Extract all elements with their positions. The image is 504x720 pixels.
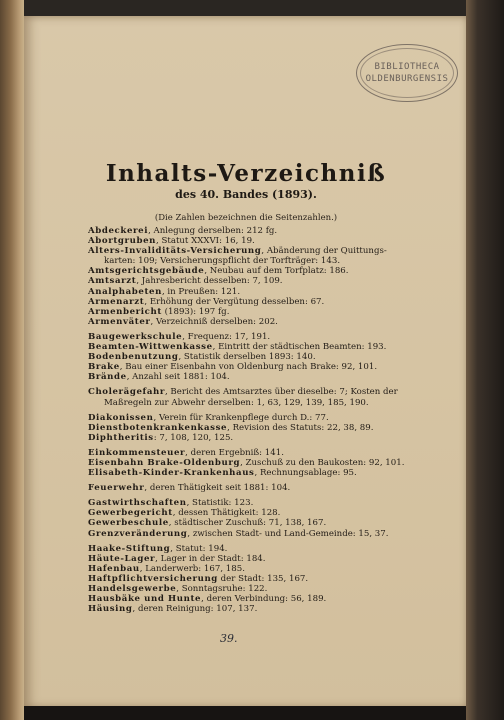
entry-text: , Zuschuß zu den Baukosten: 92, 101.	[240, 457, 405, 468]
index-entry	[88, 518, 448, 528]
index-entry	[88, 317, 448, 327]
index-entry	[88, 297, 448, 307]
entry-keyword: Feuerwehr	[88, 483, 145, 494]
index-entry	[88, 307, 448, 317]
page-bottom-edge	[24, 706, 468, 720]
index-entry	[88, 276, 448, 286]
library-stamp	[356, 44, 458, 102]
index-entry	[88, 433, 448, 443]
entry-keyword: Abdeckerei	[88, 226, 149, 236]
index-entry	[88, 352, 448, 362]
entry-keyword: Elisabeth-Kinder-Krankenhaus	[88, 468, 255, 479]
entry-text: , städtischer Zuschuß: 71, 138, 167.	[168, 518, 327, 529]
entry-keyword: Eisenbahn Brake-Oldenburg	[88, 457, 241, 468]
entry-keyword: Hausbäke und Hunte	[88, 594, 202, 605]
entry-text: , Statistik: 123.	[186, 498, 254, 509]
index-entry	[88, 236, 448, 246]
entry-keyword: Armenbericht	[88, 306, 162, 317]
entry-text: , deren Verbindung: 56, 189.	[201, 594, 327, 605]
entry-text: , deren Thätigkeit seit 1881: 104.	[144, 483, 291, 494]
entry-keyword: Gastwirthschaften	[88, 498, 187, 509]
entry-text: , Statut XXXVI: 16, 19.	[156, 236, 255, 247]
index-entry	[88, 468, 448, 478]
index-entry	[88, 574, 448, 584]
entry-keyword: Einkommensteuer	[88, 447, 186, 458]
page-subtitle: des 40. Bandes (1893).	[175, 188, 317, 201]
entry-text: (1893): 197 fg.	[161, 306, 230, 317]
index-entry	[88, 544, 448, 554]
entry-keyword: Gewerbeschule	[88, 518, 169, 529]
entry-keyword: Häusing	[88, 604, 133, 615]
entry-text: , Sonntagsruhe: 122.	[176, 584, 268, 594]
index-entry	[88, 498, 448, 508]
entry-keyword: Gewerbegericht	[88, 508, 173, 519]
entry-text: , dessen Thätigkeit: 128.	[172, 508, 281, 519]
entry-keyword: Abortgruben	[88, 236, 157, 247]
entry-keyword: Hafenbau	[88, 563, 140, 574]
entry-text: karten: 109; Versicherungspflicht der Torfträger: 143.	[104, 256, 341, 267]
entry-text: , Verzeichniß derselben: 202.	[150, 316, 278, 327]
index-entry	[88, 266, 448, 276]
entry-text: , Statistik derselben 1893: 140.	[178, 352, 316, 363]
book-binding-right	[466, 0, 504, 720]
entry-text: , Verein für Krankenpflege durch D.: 77.	[153, 412, 329, 423]
index-entry	[88, 554, 448, 564]
index-entry	[88, 423, 448, 433]
index-entry	[88, 246, 448, 256]
handwritten-page-number: 39.	[220, 632, 238, 645]
entry-text: , Lager in der Stadt: 184.	[155, 553, 266, 564]
page-numbers-note: (Die Zahlen bezeichnen die Seitenzahlen.)	[154, 213, 338, 223]
index-entry	[88, 342, 448, 352]
book-binding-left	[0, 0, 24, 720]
entry-text: , Statut: 194.	[170, 543, 228, 554]
entry-text: : 7, 108, 120, 125.	[153, 432, 234, 443]
entry-keyword: Grenzveränderung	[88, 528, 188, 539]
entry-text: , Neubau auf dem Torfplatz: 186.	[204, 266, 349, 277]
entry-text: der Stadt: 135, 167.	[217, 573, 309, 584]
entry-keyword: Diakonissen	[88, 412, 154, 423]
index-entry	[88, 604, 448, 614]
entry-keyword: Handelsgewerbe	[88, 584, 177, 594]
index-entry	[88, 508, 448, 518]
entry-text: , Landerwerb: 167, 185.	[139, 563, 245, 574]
entry-keyword: Brake	[88, 362, 120, 373]
entry-text: , in Preußen: 121.	[161, 286, 241, 297]
entry-text: , Frequenz: 17, 191.	[182, 331, 271, 342]
entry-text: , Eintritt der städtischen Beamten: 193.	[212, 342, 387, 353]
entry-keyword: Baugewerkschule	[88, 331, 183, 342]
index-entry	[88, 332, 448, 342]
entry-keyword: Amtsarzt	[88, 276, 137, 287]
index-entry	[88, 584, 448, 594]
index-entry	[88, 398, 448, 408]
entry-text: , Erhöhung der Vergütung desselben: 67.	[144, 296, 325, 307]
entry-text: , deren Reinigung: 107, 137.	[132, 604, 258, 615]
index-entry	[88, 448, 448, 458]
index-entry	[88, 362, 448, 372]
entry-text: , zwischen Stadt- und Land-Gemeinde: 15, 37.	[187, 528, 389, 539]
stamp-line-2: OLDENBURGENSIS	[365, 74, 449, 84]
entry-text: , Bericht des Amtsarztes über dieselbe: 7; Kosten der	[164, 387, 398, 398]
entry-text: , Revision des Statuts: 22, 38, 89.	[227, 422, 374, 433]
index-entry	[88, 594, 448, 604]
entry-keyword: Cholerägefahr	[88, 387, 165, 398]
entry-keyword: Häute-Lager	[88, 553, 156, 564]
index-entry	[88, 287, 448, 297]
entry-text: , Anlegung derselben: 212 fg.	[148, 226, 278, 236]
entry-text: , Anzahl seit 1881: 104.	[126, 372, 230, 383]
index-entry	[88, 529, 448, 539]
index-entry	[88, 564, 448, 574]
entry-keyword: Diphtheritis	[88, 432, 154, 443]
entry-keyword: Brände	[88, 372, 127, 383]
entry-keyword: Armenväter	[88, 316, 151, 327]
entry-text: Maßregeln zur Abwehr derselben: 1, 63, 129, 139, 185, 190.	[104, 397, 369, 408]
index-entry	[88, 256, 448, 266]
index-entry	[88, 226, 448, 236]
entry-keyword: Analphabeten	[88, 286, 162, 297]
entry-text: , Rechnungsablage: 95.	[254, 468, 357, 479]
entry-keyword: Dienstbotenkrankenkasse	[88, 422, 228, 433]
stamp-line-1: BIBLIOTHECA	[374, 62, 440, 72]
entry-keyword: Bodenbenutzung	[88, 352, 179, 363]
entry-text: , Jahresbericht desselben: 7, 109.	[136, 276, 283, 287]
entry-text: , deren Ergebniß: 141.	[185, 447, 284, 458]
entry-keyword: Beamten-Wittwenkasse	[88, 342, 213, 353]
entry-keyword: Armenarzt	[88, 296, 145, 307]
index-entry	[88, 413, 448, 423]
index-entry	[88, 372, 448, 382]
index-entry	[88, 483, 448, 493]
entry-text: , Abänderung der Quittungs-	[261, 246, 387, 257]
index-entry	[88, 458, 448, 468]
index-entry-list	[88, 226, 448, 614]
page-title: Inhalts-Verzeichniß	[105, 160, 387, 187]
index-entry	[88, 387, 448, 397]
entry-keyword: Haftpflichtversicherung	[88, 573, 218, 584]
entry-keyword: Amtsgerichtsgebäude	[88, 266, 205, 277]
entry-keyword: Haake-Stiftung	[88, 543, 171, 554]
entry-text: , Bau einer Eisenbahn von Oldenburg nach Brake: 92, 101.	[119, 362, 378, 373]
entry-keyword: Alters-Invaliditäts-Versicherung	[88, 246, 262, 257]
